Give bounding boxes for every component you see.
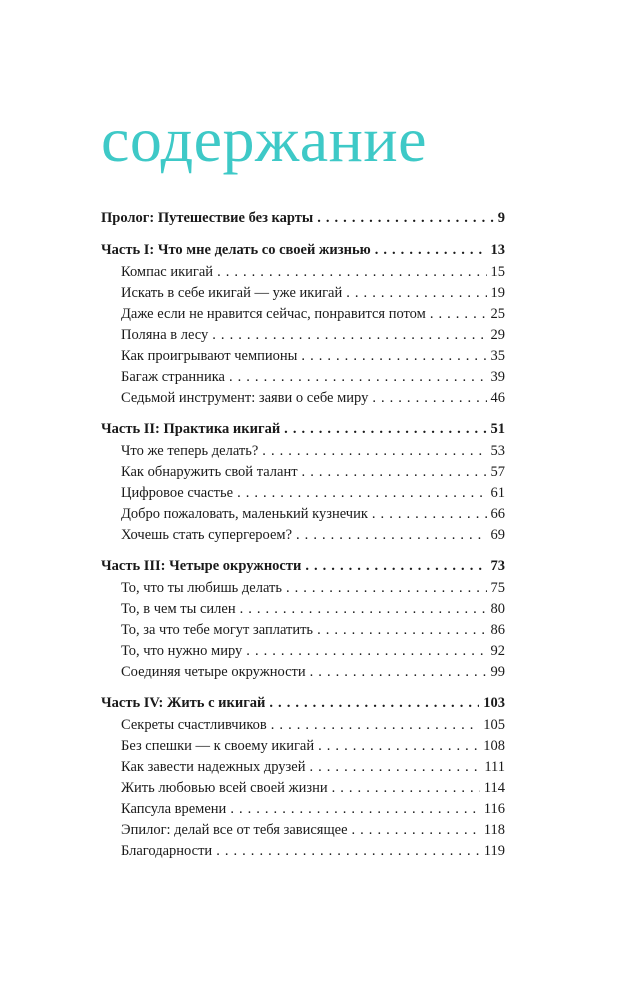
toc-chapter[interactable] (101, 441, 505, 462)
toc-chapter[interactable] (101, 662, 505, 683)
toc-chapter-label: Добро пожаловать, маленький кузнечик (121, 506, 368, 522)
toc-chapter-page: 25 (490, 306, 505, 322)
toc-chapter-label: Секреты счастливчиков (121, 717, 267, 733)
toc-chapter-label: Как завести надежных друзей (121, 759, 306, 775)
page-title: содержание (101, 104, 428, 175)
toc-chapter[interactable] (101, 799, 505, 820)
toc-chapter-page: 105 (483, 717, 505, 733)
toc-part-2 (101, 418, 505, 546)
toc-part-label: Часть II: Практика икигай (101, 421, 281, 437)
toc-part-page: 103 (483, 695, 505, 711)
toc-part-heading[interactable] (101, 692, 505, 715)
toc-prologue (101, 207, 505, 230)
toc-chapter-page: 118 (483, 822, 505, 838)
toc-chapter[interactable] (101, 283, 505, 304)
toc-chapter[interactable] (101, 578, 505, 599)
toc-entry-page: 9 (497, 210, 505, 226)
toc-chapter-page: 19 (490, 285, 505, 301)
toc-chapter-label: Компас икигай (121, 264, 214, 280)
toc-part-4 (101, 692, 505, 862)
toc-chapter-label: Как проигрывают чемпионы (121, 348, 298, 364)
dot-leader (430, 304, 487, 325)
toc-chapter-page: 116 (483, 801, 505, 817)
toc-chapter-page: 108 (483, 738, 505, 754)
dot-leader (352, 820, 480, 841)
toc-chapter-label: Что же теперь делать? (121, 443, 259, 459)
toc-chapter-page: 39 (490, 369, 505, 385)
toc-chapter-page: 119 (483, 843, 505, 859)
dot-leader (262, 441, 486, 462)
toc-part-page: 51 (490, 421, 505, 437)
table-of-contents (101, 207, 505, 871)
dot-leader (229, 367, 487, 388)
toc-chapter-label: Без спешки — к своему икигай (121, 738, 315, 754)
toc-chapter-page: 35 (490, 348, 505, 364)
dot-leader (296, 525, 486, 546)
toc-chapter-page: 53 (490, 443, 505, 459)
toc-chapter-page: 86 (490, 622, 505, 638)
dot-leader (372, 504, 487, 525)
dot-leader (246, 641, 486, 662)
toc-chapter-page: 92 (490, 643, 505, 659)
toc-chapter-label: Капсула времени (121, 801, 227, 817)
toc-entry-prologue[interactable] (101, 207, 505, 230)
toc-chapter[interactable] (101, 778, 505, 799)
toc-chapter-label: Эпилог: делай все от тебя зависящее (121, 822, 348, 838)
toc-part-heading[interactable] (101, 555, 505, 578)
toc-chapter-label: Соединяя четыре окружности (121, 664, 306, 680)
dot-leader (305, 555, 486, 578)
dot-leader (286, 578, 487, 599)
dot-leader (284, 418, 486, 441)
toc-chapter-page: 61 (490, 485, 505, 501)
toc-chapter-label: Хочешь стать супергероем? (121, 527, 293, 543)
dot-leader (269, 692, 479, 715)
toc-part-page: 13 (490, 242, 505, 258)
toc-chapter[interactable] (101, 736, 505, 757)
dot-leader (332, 778, 480, 799)
toc-part-label: Часть III: Четыре окружности (101, 558, 302, 574)
toc-chapter-page: 75 (490, 580, 505, 596)
dot-leader (302, 462, 487, 483)
dot-leader (212, 325, 486, 346)
toc-chapter[interactable] (101, 841, 505, 862)
toc-chapter-label: Жить любовью всей своей жизни (121, 780, 328, 796)
toc-chapter-label: Благодарности (121, 843, 213, 859)
toc-chapter[interactable] (101, 641, 505, 662)
toc-part-3 (101, 555, 505, 683)
toc-part-heading[interactable] (101, 418, 505, 441)
toc-chapter-page: 114 (483, 780, 505, 796)
dot-leader (346, 283, 486, 304)
toc-chapter[interactable] (101, 462, 505, 483)
toc-chapter-label: Поляна в лесу (121, 327, 209, 343)
toc-chapter-label: То, что нужно миру (121, 643, 243, 659)
dot-leader (317, 620, 486, 641)
toc-chapter-label: То, что ты любишь делать (121, 580, 282, 596)
toc-part-1 (101, 239, 505, 409)
dot-leader (318, 736, 479, 757)
dot-leader (317, 207, 494, 230)
toc-chapter-page: 57 (490, 464, 505, 480)
toc-chapter-label: Багаж странника (121, 369, 225, 385)
toc-chapter-page: 29 (490, 327, 505, 343)
toc-chapter[interactable] (101, 367, 505, 388)
toc-chapter-label: То, в чем ты силен (121, 601, 236, 617)
toc-chapter-label: Седьмой инструмент: заяви о себе миру (121, 390, 369, 406)
toc-chapter[interactable] (101, 525, 505, 546)
dot-leader (301, 346, 486, 367)
toc-chapter-label: Даже если не нравится сейчас, понравится потом (121, 306, 426, 322)
toc-chapter[interactable] (101, 346, 505, 367)
toc-chapter-page: 15 (490, 264, 505, 280)
toc-chapter[interactable] (101, 388, 505, 409)
toc-part-page: 73 (490, 558, 505, 574)
toc-chapter[interactable] (101, 620, 505, 641)
toc-part-label: Часть IV: Жить с икигай (101, 695, 266, 711)
toc-chapter-label: То, за что тебе могут заплатить (121, 622, 314, 638)
dot-leader (271, 715, 479, 736)
dot-leader (375, 239, 487, 262)
toc-chapter-page: 80 (490, 601, 505, 617)
toc-chapter-page: 46 (490, 390, 505, 406)
dot-leader (310, 662, 487, 683)
dot-leader (372, 388, 486, 409)
toc-chapter[interactable] (101, 757, 505, 778)
toc-chapter[interactable] (101, 715, 505, 736)
toc-chapter[interactable] (101, 483, 505, 504)
toc-chapter[interactable] (101, 820, 505, 841)
toc-chapter-label: Как обнаружить свой талант (121, 464, 298, 480)
toc-part-heading[interactable] (101, 239, 505, 262)
dot-leader (237, 483, 486, 504)
toc-chapter-label: Цифровое счастье (121, 485, 234, 501)
toc-chapter[interactable] (101, 325, 505, 346)
toc-chapter[interactable] (101, 599, 505, 620)
dot-leader (240, 599, 487, 620)
dot-leader (230, 799, 479, 820)
toc-chapter[interactable] (101, 262, 505, 283)
dot-leader (216, 841, 480, 862)
toc-part-label: Часть I: Что мне делать со своей жизнью (101, 242, 371, 258)
toc-chapter[interactable] (101, 504, 505, 525)
toc-chapter-label: Искать в себе икигай — уже икигай (121, 285, 343, 301)
toc-chapter-page: 69 (490, 527, 505, 543)
toc-chapter-page: 66 (490, 506, 505, 522)
toc-entry-label: Пролог: Путешествие без карты (101, 210, 314, 226)
dot-leader (217, 262, 486, 283)
toc-chapter-page: 111 (484, 759, 505, 775)
toc-chapter-page: 99 (490, 664, 505, 680)
dot-leader (309, 757, 480, 778)
toc-chapter[interactable] (101, 304, 505, 325)
